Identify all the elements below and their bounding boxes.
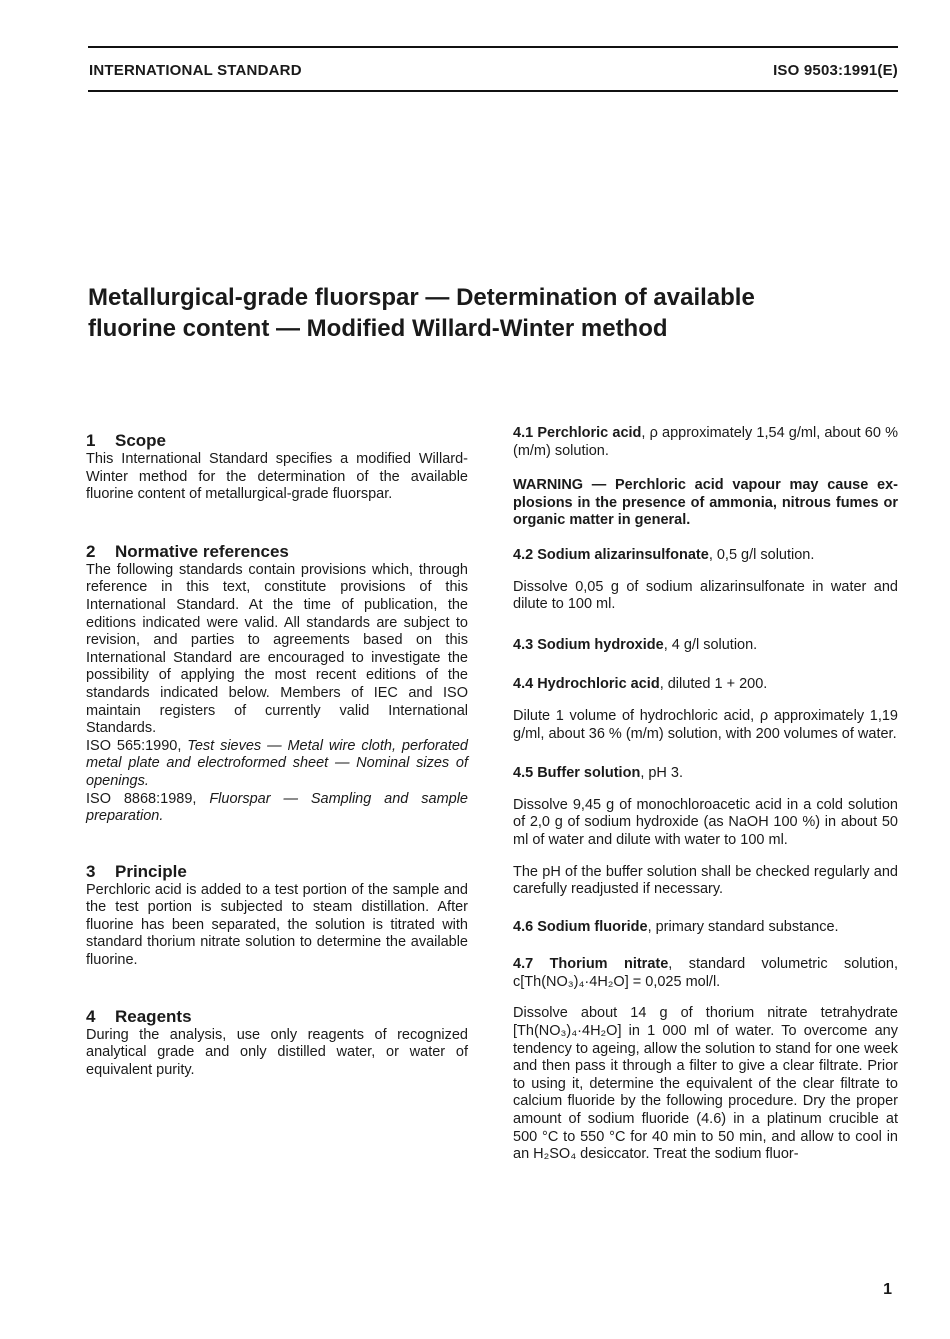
left-column bbox=[86, 425, 468, 1079]
page-number: 1 bbox=[883, 1281, 892, 1298]
normative-references-paragraph: The following standards contain provisions which, through reference in this text, constitute provisions of this International Standard. At the time of publication, the editions indicated were valid. All standards are subject to revision, and parties to agreements based on this International Standard are encouraged to investigate the possibility of applying the most recent editions of the standards indicated below. Members of IEC and ISO maintain registers of currently valid International Standards. bbox=[86, 561, 468, 737]
scope-paragraph: This International Standard specifies a modified Willard-Winter method for the determination of the available fluorine content of metallurgical-grade fluorspar. bbox=[86, 451, 468, 503]
reagent-name: Sodium fluoride bbox=[537, 918, 648, 935]
warning-note: WARNING — Perchloric acid vapour may cause explosions in the presence of ammonia, nitrous fumes or organic matter in general. bbox=[513, 477, 898, 529]
reference-title: Test sieves — Metal wire cloth, perforated metal plate and electroformed sheet — Nominal sizes of openings. bbox=[86, 737, 468, 789]
reagent-4-5-text-1: Dissolve 9,45 g of monochloroacetic acid in a cold solution of 2,0 g of sodium hydroxide (as NaOH 100 %) in about 50 ml of water and dilute with water to 100 ml. bbox=[513, 796, 898, 848]
header-bottom-rule bbox=[88, 90, 898, 92]
header-top-rule bbox=[88, 46, 898, 48]
reagent-name: Buffer solution bbox=[537, 765, 641, 782]
section-number: 2 bbox=[86, 541, 96, 561]
right-column bbox=[513, 425, 898, 1164]
clause-number: 4.1 bbox=[513, 425, 534, 441]
clause-number: 4.2 bbox=[513, 546, 534, 563]
clause-number: 4.4 bbox=[513, 676, 534, 693]
reagent-4-2 bbox=[513, 547, 898, 565]
reagent-name: Sodium hydroxide bbox=[537, 636, 664, 653]
reagent-4-5 bbox=[513, 765, 898, 783]
reagent-name: Perchloric acid bbox=[537, 425, 642, 441]
title-line-1: Metallurgical-grade fluorspar — Determination of available bbox=[88, 284, 755, 311]
section-title: Principle bbox=[115, 861, 187, 881]
clause-number: 4.6 bbox=[513, 918, 534, 935]
reagent-4-1 bbox=[513, 425, 898, 460]
section-number: 1 bbox=[86, 431, 96, 450]
reagent-spec: , 4 g/l solution. bbox=[663, 636, 758, 653]
clause-number: 4.3 bbox=[513, 636, 534, 653]
reagent-spec: , ρ approximately 1,54 g/ml, about 60 % (m/m) solution. bbox=[513, 425, 898, 459]
section-1-heading bbox=[86, 431, 468, 451]
document-type-label: INTERNATIONAL STANDARD bbox=[89, 62, 302, 79]
reagent-4-5-text-2: The pH of the buffer solution shall be checked regularly and carefully readjusted if necessary. bbox=[513, 863, 898, 898]
reagent-name: Hydrochloric acid bbox=[537, 676, 660, 693]
reagent-4-7 bbox=[513, 956, 898, 991]
reference-iso-8868 bbox=[86, 791, 468, 826]
section-number: 4 bbox=[86, 1006, 96, 1026]
reagent-4-4 bbox=[513, 676, 898, 694]
reference-code: ISO 565:1990, bbox=[86, 737, 188, 754]
principle-paragraph: Perchloric acid is added to a test portion of the sample and the test portion is subjected to steam distillation. After fluorine has been separated, the solution is titrated with standard thorium nitrate solution to determine the available fluorine. bbox=[86, 881, 468, 969]
section-4-heading bbox=[86, 1007, 468, 1027]
reagent-4-3 bbox=[513, 637, 898, 655]
reagent-spec: , 0,5 g/l solution. bbox=[708, 546, 815, 563]
reagent-4-7-text: Dissolve about 14 g of thorium nitrate tetrahydrate [Th(NO₃)₄·4H₂O] in 1 000 ml of water. To overcome any tendency to ageing, allow the solution to stand for one week and then pass it through a filter to give a clear filtrate. Prior to using it, determine the equivalent of the clear filtrate to calcium fluoride by the following procedure. Dry the proper amount of sodium fluoride (4.6) in a platinum crucible at 500 °C to 550 °C for 40 min to 50 min, and allow to cool in an H₂SO₄ desiccator. Treat the sodium fluor- bbox=[513, 1005, 898, 1163]
reagent-name: Sodium alizarinsulfonate bbox=[537, 546, 709, 563]
section-3-heading bbox=[86, 862, 468, 882]
clause-number: 4.7 bbox=[513, 956, 534, 973]
reference-code: ISO 8868:1989, bbox=[86, 790, 210, 807]
reagent-4-4-text: Dilute 1 volume of hydrochloric acid, ρ approximately 1,19 g/ml, about 36 % (m/m) solution, with 200 volumes of water. bbox=[513, 707, 898, 742]
document-title bbox=[88, 282, 888, 344]
reagent-spec: , primary standard substance. bbox=[647, 918, 839, 935]
standard-number: ISO 9503:1991(E) bbox=[773, 62, 898, 79]
reference-title: Fluorspar — Sampling and sample preparation. bbox=[86, 790, 468, 825]
reagent-4-2-text: Dissolve 0,05 g of sodium alizarinsulfonate in water and dilute to 100 ml. bbox=[513, 578, 898, 613]
title-line-2: fluorine content — Modified Willard-Winter method bbox=[88, 315, 668, 342]
section-title: Normative references bbox=[115, 541, 289, 561]
reagent-spec: , diluted 1 + 200. bbox=[659, 676, 768, 693]
section-number: 3 bbox=[86, 861, 96, 881]
reagent-spec: , standard volumetric solution, c[Th(NO₃)₄·4H₂O] = 0,025 mol/l. bbox=[513, 956, 898, 990]
reagent-4-6 bbox=[513, 919, 898, 937]
reagents-paragraph: During the analysis, use only reagents of recognized analytical grade and only distilled water, or water of equivalent purity. bbox=[86, 1026, 468, 1078]
reference-iso-565 bbox=[86, 738, 468, 791]
section-title: Scope bbox=[115, 431, 167, 450]
section-2-heading bbox=[86, 542, 468, 562]
reagent-name: Thorium nitrate bbox=[549, 956, 669, 973]
section-title: Reagents bbox=[115, 1006, 192, 1026]
clause-number: 4.5 bbox=[513, 765, 534, 782]
reagent-spec: , pH 3. bbox=[640, 765, 684, 782]
